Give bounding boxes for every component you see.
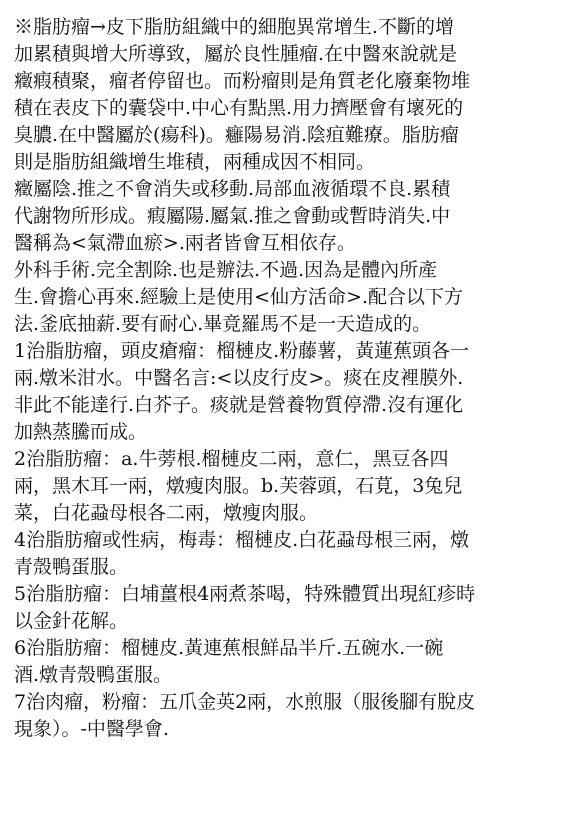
text-line: 癥瘕積聚，瘤者停留也。而粉瘤則是角質老化廢棄物堆 [14,70,471,92]
text-line: 兩.燉米泔水。中醫名言:<以皮行皮>。痰在皮裡膜外. [14,367,464,389]
paragraph-remedy-7 [14,689,554,743]
text-line: 2治脂肪瘤：a.牛蒡根.榴槤皮二兩，意仁，黑豆各四 [14,448,449,470]
paragraph-lipoma-definition [14,14,554,176]
text-line: 4治脂肪瘤或性病，梅毒：榴槤皮.白花蝨母根三兩，燉 [14,529,470,551]
text-line: 代謝物所形成。瘕屬陽.屬氣.推之會動或暫時消失.中 [14,205,451,227]
text-line: 1治脂肪瘤，頭皮瘡瘤：榴槤皮.粉藤薯，黃蓮蕉頭各一 [14,340,470,362]
paragraph-remedy-6 [14,635,554,689]
text-line: 以金針花解。 [14,610,129,632]
text-line: 積在表皮下的囊袋中.中心有點黑.用力擠壓會有壞死的 [14,97,464,119]
text-line: 青殼鴨蛋服。 [14,556,129,578]
text-line: 兩，黑木耳一兩，燉瘦肉服。b.芙蓉頭，石莧，3兔兒 [14,475,463,497]
text-line: 外科手術.完全割除.也是辦法.不過.因為是體內所產 [14,259,438,281]
document-body [14,14,554,743]
text-line: ※脂肪瘤→皮下脂肪組織中的細胞異常增生.不斷的增 [14,16,454,38]
text-line: 癥屬陰.推之不會消失或移動.局部血液循環不良.累積 [14,178,451,200]
paragraph-surgery [14,257,554,338]
paragraph-remedy-4 [14,527,554,581]
text-line: 5治脂肪瘤：白埔薑根4兩煮茶喝，特殊體質出現紅疹時 [14,583,476,605]
paragraph-remedy-2 [14,446,554,527]
text-line: 醫稱為<氣滯血瘀>.兩者皆會互相依存。 [14,232,356,254]
paragraph-remedy-5 [14,581,554,635]
text-line: 加熱蒸騰而成。 [14,421,148,443]
text-line: 生.會擔心再來.經驗上是使用<仙方活命>.配合以下方 [14,286,463,308]
text-line: 則是脂肪組織增生堆積，兩種成因不相同。 [14,151,376,173]
text-line: 6治脂肪瘤：榴槤皮.黃連蕉根鮮品半斤.五碗水.一碗 [14,637,444,659]
text-line: 現象）。-中醫學會. [14,718,169,740]
paragraph-remedy-1 [14,338,554,446]
text-line: 非此不能達行.白芥子。痰就是營養物質停滯.沒有運化 [14,394,464,416]
text-line: 酒.燉青殼鴨蛋服。 [14,664,173,686]
text-line: 菜，白花蝨母根各二兩，燉瘦肉服。 [14,502,319,524]
paragraph-yin-yang [14,176,554,257]
text-line: 7治肉瘤，粉瘤：五爪金英2兩，水煎服（服後腳有脫皮 [14,691,476,713]
text-line: 法.釜底抽薪.要有耐心.畢竟羅馬不是一天造成的。 [14,313,432,335]
text-line: 臭膿.在中醫屬於(瘍科)。癰陽易消.陰疽難療。脂肪瘤 [14,124,459,146]
text-line: 加累積與增大所導致，屬於良性腫瘤.在中醫來說就是 [14,43,458,65]
